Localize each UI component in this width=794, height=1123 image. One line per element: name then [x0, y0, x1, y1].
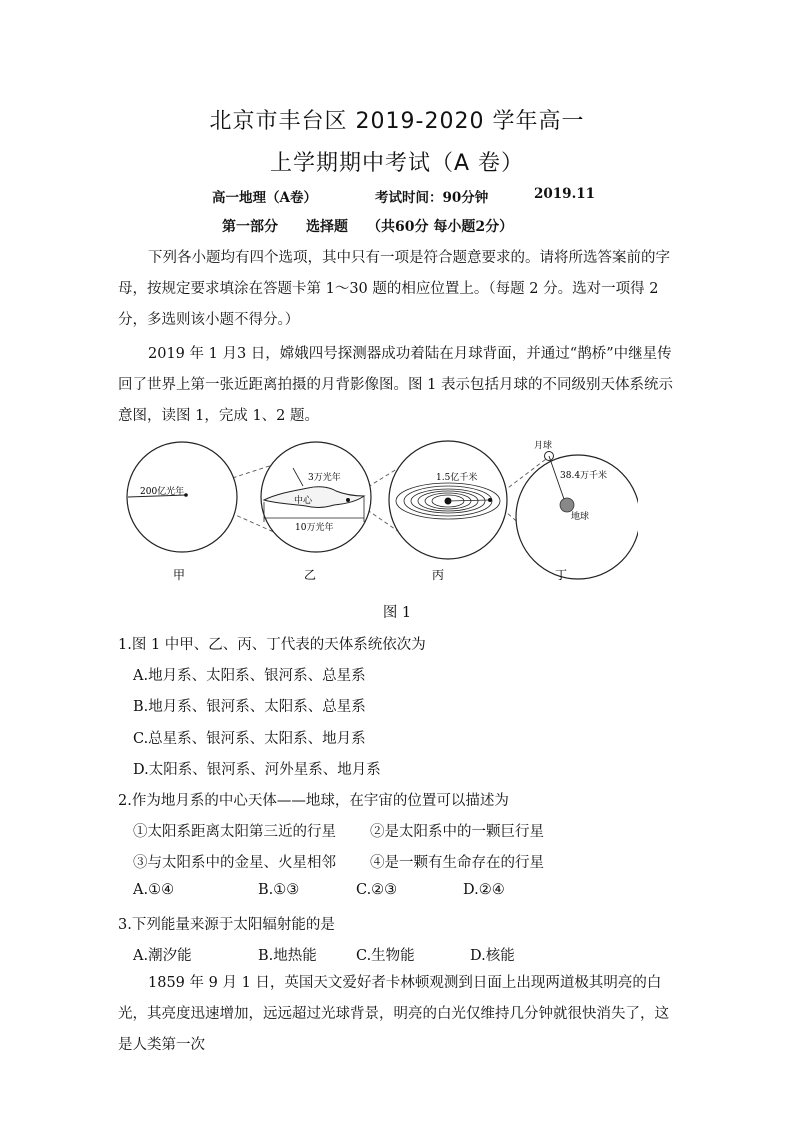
question-2-statement-1: ①太阳系距离太阳第三近的行星: [133, 824, 336, 840]
yi-label-bottom: 10万光年: [295, 523, 334, 533]
exam-title-line1: 北京市丰台区 2019-2020 学年高一: [209, 109, 585, 134]
figure-1-diagram: [118, 438, 638, 588]
question-3-stem: 3.下列能量来源于太阳辐射能的是: [118, 917, 335, 933]
question-3-option-c: C.生物能: [356, 948, 415, 964]
exam-date: 2019.11: [534, 186, 596, 202]
question-2-statement-4: ④是一颗有生命存在的行星: [370, 855, 544, 871]
ding-moon-label: 月球: [534, 441, 553, 451]
question-2-stem: 2.作为地月系的中心天体——地球，在宇宙的位置可以描述为: [118, 793, 509, 809]
exam-title-line2: 上学期期中考试（A 卷）: [269, 151, 525, 176]
jia-label: 200亿光年: [140, 487, 185, 497]
exam-time: 考试时间：90分钟: [375, 190, 489, 206]
yi-label-center: 中心: [294, 496, 313, 506]
question-1-option-b: B.地月系、银河系、太阳系、总星系: [133, 699, 366, 715]
question-2-statement-2: ②是太阳系中的一颗巨行星: [370, 824, 544, 840]
yi-label-top: 3万光年: [308, 473, 341, 483]
panel-label-yi: 乙: [304, 568, 317, 582]
bing-label: 1.5亿千米: [436, 473, 478, 483]
passage-2: 1859 年 9 月 1 日，英国天文爱好者卡林顿观测到日面上出现两道极其明亮的白光，其亮度迅速增加，远远超过光球背景，明亮的白光仅维持几分钟就很快消失了，这是人类第一次: [118, 975, 669, 1053]
section-score: （共60分 每小题2分）: [367, 219, 514, 235]
question-2-option-d: D.②④: [463, 882, 505, 898]
question-1-option-d: D.太阳系、银河系、河外星系、地月系: [133, 762, 381, 778]
panel-label-jia: 甲: [173, 568, 186, 582]
question-3-option-b: B.地热能: [258, 948, 317, 964]
passage-1: 2019 年 1 月3 日，嫦娥四号探测器成功着陆在月球背面，并通过“鹊桥”中继星传回了世界上第一张近距离拍摄的月背影像图。图 1 表示包括月球的不同级别天体系统示意图，读图 1，完成 1、2 题。: [118, 346, 673, 424]
question-1-option-c: C.总星系、银河系、太阳系、地月系: [133, 731, 366, 747]
question-2-option-a: A.①④: [133, 882, 175, 898]
question-3-option-a: A.潮汐能: [133, 948, 192, 964]
question-3-option-d: D.核能: [470, 948, 515, 964]
ding-distance-label: 38.4万千米: [560, 471, 608, 481]
panel-jia-circle: [127, 442, 237, 552]
section-part: 第一部分: [222, 219, 278, 235]
figure-caption: 图 1: [382, 605, 412, 621]
ding-earth-label: 地球: [571, 512, 590, 522]
panel-label-ding: 丁: [555, 568, 568, 582]
instructions: 下列各小题均有四个选项，其中只有一项是符合题意要求的。请将所选答案前的字母，按规定要求填涂在答题卡第 1～30 题的相应位置上。（每题 2 分。选对一项得 2 分，多选则该小题不得分。）: [118, 250, 670, 328]
question-2-option-c: C.②③: [356, 882, 398, 898]
question-1-stem: 1.图 1 中甲、乙、丙、丁代表的天体系统依次为: [118, 637, 426, 653]
panel-label-bing: 丙: [432, 568, 445, 582]
section-type: 选择题: [306, 219, 348, 235]
question-1-option-a: A.地月系、太阳系、银河系、总星系: [133, 668, 366, 684]
subject-label: 高一地理（A卷）: [212, 190, 317, 206]
question-2-statement-3: ③与太阳系中的金星、火星相邻: [133, 855, 336, 871]
question-2-option-b: B.①③: [258, 882, 300, 898]
